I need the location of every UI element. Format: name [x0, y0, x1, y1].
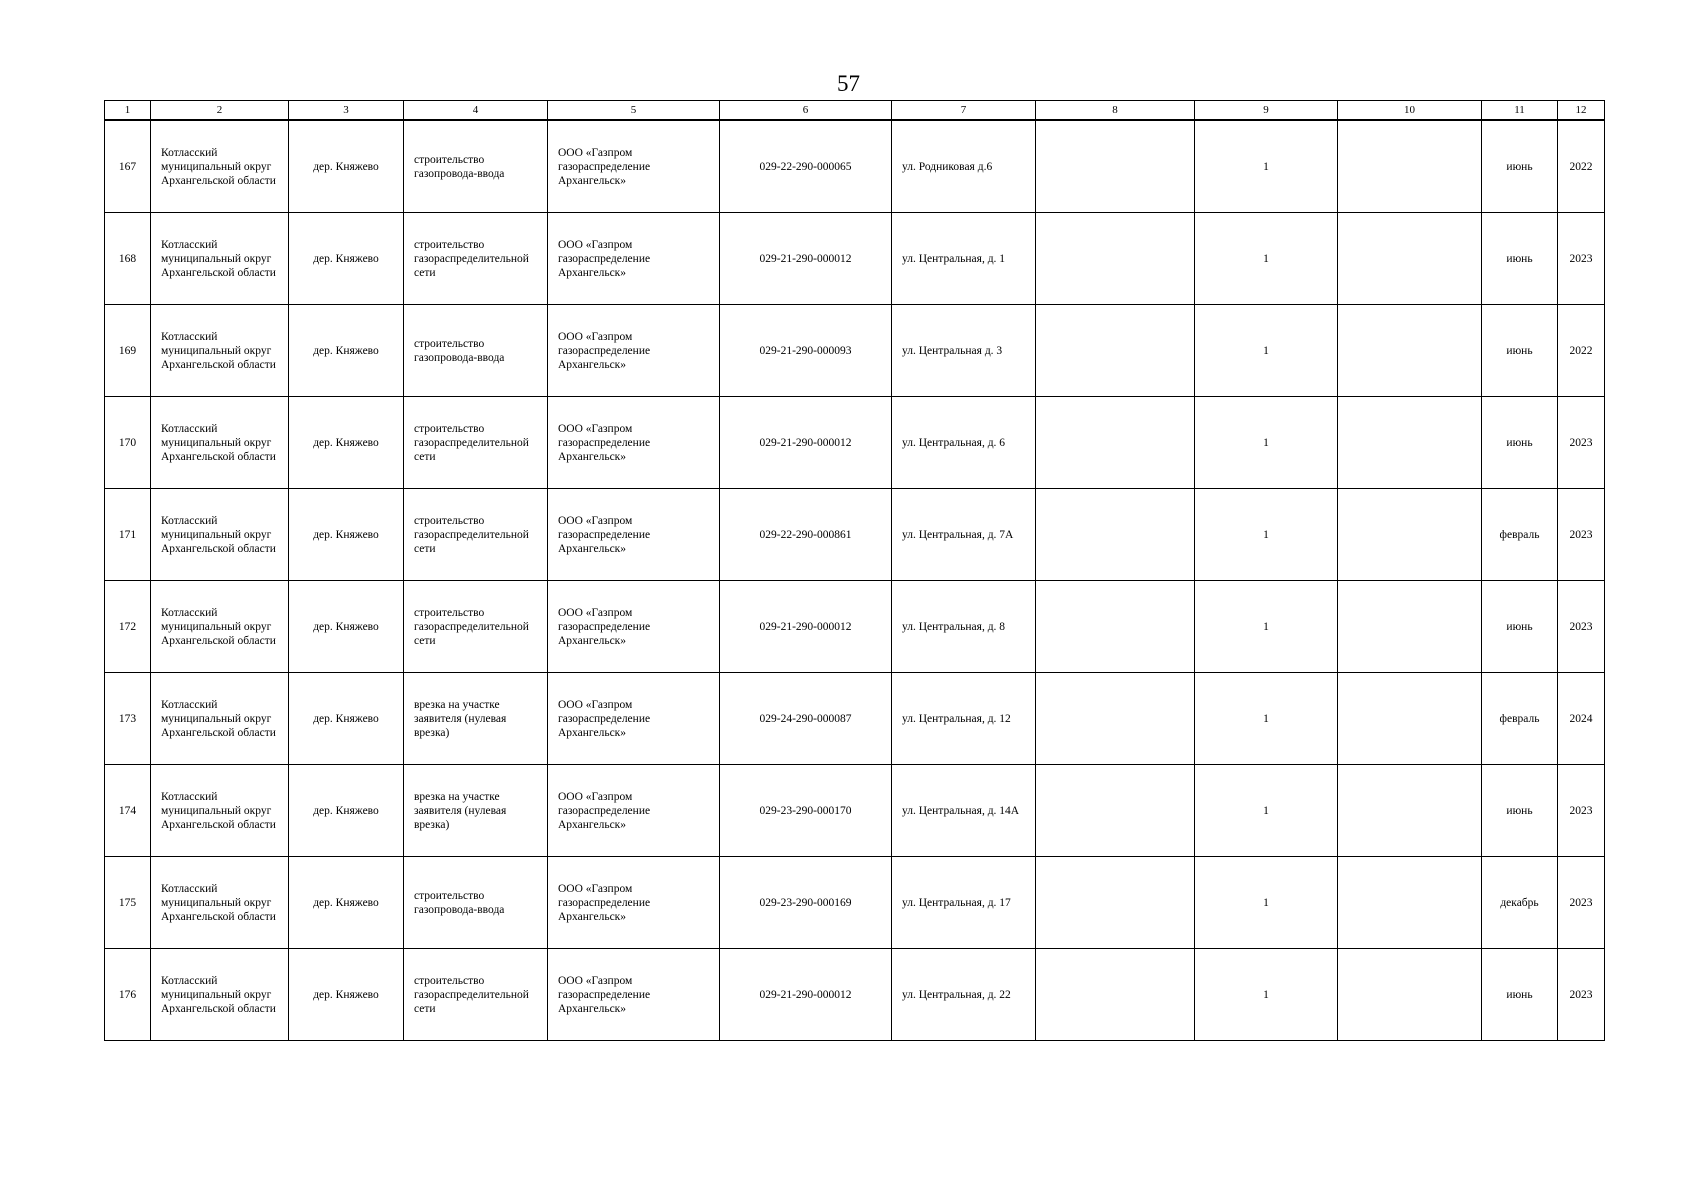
- cell-settlement: дер. Княжево: [289, 213, 404, 305]
- cell-address: ул. Центральная, д. 12: [892, 673, 1036, 765]
- table-row: [105, 857, 1605, 949]
- cell-organization: ООО «Газпром газораспределение Архангельск»: [548, 397, 720, 489]
- cell-row-number: 167: [105, 120, 151, 213]
- cell-count: 1: [1195, 949, 1338, 1041]
- cell-address: ул. Центральная, д. 14А: [892, 765, 1036, 857]
- cell-municipality: Котласский муниципальный округ Архангельской области: [151, 581, 289, 673]
- cell-month: февраль: [1482, 489, 1558, 581]
- table-row: [105, 765, 1605, 857]
- cell-municipality: Котласский муниципальный округ Архангельской области: [151, 489, 289, 581]
- cell-col-8: [1036, 213, 1195, 305]
- cell-year: 2023: [1558, 765, 1605, 857]
- cell-row-number: 175: [105, 857, 151, 949]
- cell-col-8: [1036, 397, 1195, 489]
- cell-organization: ООО «Газпром газораспределение Архангельск»: [548, 489, 720, 581]
- cell-col-8: [1036, 857, 1195, 949]
- cell-work-type: строительство газораспределительной сети: [404, 397, 548, 489]
- cell-month: декабрь: [1482, 857, 1558, 949]
- cell-year: 2022: [1558, 305, 1605, 397]
- cell-settlement: дер. Княжево: [289, 857, 404, 949]
- cell-year: 2023: [1558, 857, 1605, 949]
- page-number: 57: [837, 71, 860, 96]
- cell-row-number: 168: [105, 213, 151, 305]
- table-row: [105, 673, 1605, 765]
- cell-col-10: [1338, 305, 1482, 397]
- cell-col-10: [1338, 857, 1482, 949]
- cell-month: июнь: [1482, 213, 1558, 305]
- table-row: [105, 581, 1605, 673]
- column-header-1: 1: [105, 101, 151, 121]
- cell-work-type: врезка на участке заявителя (нулевая врезка): [404, 673, 548, 765]
- cell-month: февраль: [1482, 673, 1558, 765]
- cell-municipality: Котласский муниципальный округ Архангельской области: [151, 305, 289, 397]
- cell-organization: ООО «Газпром газораспределение Архангельск»: [548, 673, 720, 765]
- column-header-3: 3: [289, 101, 404, 121]
- column-header-8: 8: [1036, 101, 1195, 121]
- cell-address: ул. Центральная, д. 6: [892, 397, 1036, 489]
- column-header-6: 6: [720, 101, 892, 121]
- cell-work-type: строительство газораспределительной сети: [404, 213, 548, 305]
- cell-col-10: [1338, 581, 1482, 673]
- table-row: [105, 213, 1605, 305]
- cell-settlement: дер. Княжево: [289, 489, 404, 581]
- cell-organization: ООО «Газпром газораспределение Архангельск»: [548, 949, 720, 1041]
- cell-registry-number: 029-21-290-000012: [720, 213, 892, 305]
- column-header-11: 11: [1482, 101, 1558, 121]
- cell-work-type: строительство газопровода-ввода: [404, 120, 548, 213]
- cell-col-10: [1338, 397, 1482, 489]
- cell-year: 2023: [1558, 397, 1605, 489]
- cell-count: 1: [1195, 765, 1338, 857]
- column-header-7: 7: [892, 101, 1036, 121]
- cell-address: ул. Центральная, д. 1: [892, 213, 1036, 305]
- cell-work-type: строительство газораспределительной сети: [404, 581, 548, 673]
- cell-address: ул. Родниковая д.6: [892, 120, 1036, 213]
- cell-registry-number: 029-23-290-000169: [720, 857, 892, 949]
- cell-col-10: [1338, 120, 1482, 213]
- cell-count: 1: [1195, 673, 1338, 765]
- cell-year: 2023: [1558, 581, 1605, 673]
- cell-row-number: 170: [105, 397, 151, 489]
- cell-address: ул. Центральная д. 3: [892, 305, 1036, 397]
- cell-settlement: дер. Княжево: [289, 673, 404, 765]
- cell-col-8: [1036, 489, 1195, 581]
- cell-row-number: 171: [105, 489, 151, 581]
- cell-organization: ООО «Газпром газораспределение Архангельск»: [548, 857, 720, 949]
- cell-settlement: дер. Княжево: [289, 949, 404, 1041]
- cell-address: ул. Центральная, д. 17: [892, 857, 1036, 949]
- cell-municipality: Котласский муниципальный округ Архангельской области: [151, 949, 289, 1041]
- table-row: [105, 305, 1605, 397]
- cell-month: июнь: [1482, 305, 1558, 397]
- cell-settlement: дер. Княжево: [289, 765, 404, 857]
- cell-col-10: [1338, 949, 1482, 1041]
- cell-registry-number: 029-21-290-000093: [720, 305, 892, 397]
- cell-row-number: 174: [105, 765, 151, 857]
- column-header-9: 9: [1195, 101, 1338, 121]
- cell-settlement: дер. Княжево: [289, 120, 404, 213]
- cell-col-10: [1338, 213, 1482, 305]
- cell-address: ул. Центральная, д. 22: [892, 949, 1036, 1041]
- cell-year: 2022: [1558, 120, 1605, 213]
- cell-organization: ООО «Газпром газораспределение Архангельск»: [548, 581, 720, 673]
- cell-municipality: Котласский муниципальный округ Архангельской области: [151, 120, 289, 213]
- cell-registry-number: 029-24-290-000087: [720, 673, 892, 765]
- cell-month: июнь: [1482, 120, 1558, 213]
- table-row: [105, 489, 1605, 581]
- cell-registry-number: 029-21-290-000012: [720, 949, 892, 1041]
- cell-settlement: дер. Княжево: [289, 397, 404, 489]
- cell-address: ул. Центральная, д. 7А: [892, 489, 1036, 581]
- column-header-4: 4: [404, 101, 548, 121]
- cell-count: 1: [1195, 305, 1338, 397]
- cell-work-type: строительство газораспределительной сети: [404, 949, 548, 1041]
- cell-month: июнь: [1482, 765, 1558, 857]
- cell-municipality: Котласский муниципальный округ Архангельской области: [151, 397, 289, 489]
- cell-organization: ООО «Газпром газораспределение Архангельск»: [548, 765, 720, 857]
- cell-col-10: [1338, 765, 1482, 857]
- cell-month: июнь: [1482, 949, 1558, 1041]
- cell-municipality: Котласский муниципальный округ Архангельской области: [151, 765, 289, 857]
- cell-count: 1: [1195, 581, 1338, 673]
- cell-work-type: строительство газопровода-ввода: [404, 857, 548, 949]
- column-header-10: 10: [1338, 101, 1482, 121]
- cell-year: 2023: [1558, 213, 1605, 305]
- cell-month: июнь: [1482, 581, 1558, 673]
- column-header-2: 2: [151, 101, 289, 121]
- cell-municipality: Котласский муниципальный округ Архангельской области: [151, 673, 289, 765]
- column-header-5: 5: [548, 101, 720, 121]
- table-row: [105, 397, 1605, 489]
- cell-count: 1: [1195, 489, 1338, 581]
- cell-settlement: дер. Княжево: [289, 305, 404, 397]
- cell-month: июнь: [1482, 397, 1558, 489]
- cell-year: 2023: [1558, 949, 1605, 1041]
- cell-count: 1: [1195, 857, 1338, 949]
- cell-work-type: строительство газопровода-ввода: [404, 305, 548, 397]
- cell-count: 1: [1195, 397, 1338, 489]
- cell-col-10: [1338, 489, 1482, 581]
- cell-col-10: [1338, 673, 1482, 765]
- cell-registry-number: 029-22-290-000861: [720, 489, 892, 581]
- cell-row-number: 176: [105, 949, 151, 1041]
- cell-row-number: 173: [105, 673, 151, 765]
- cell-municipality: Котласский муниципальный округ Архангельской области: [151, 213, 289, 305]
- cell-work-type: врезка на участке заявителя (нулевая врезка): [404, 765, 548, 857]
- table-row: [105, 949, 1605, 1041]
- cell-year: 2023: [1558, 489, 1605, 581]
- cell-address: ул. Центральная, д. 8: [892, 581, 1036, 673]
- column-header-12: 12: [1558, 101, 1605, 121]
- cell-count: 1: [1195, 213, 1338, 305]
- cell-organization: ООО «Газпром газораспределение Архангельск»: [548, 213, 720, 305]
- cell-col-8: [1036, 765, 1195, 857]
- cell-registry-number: 029-23-290-000170: [720, 765, 892, 857]
- cell-year: 2024: [1558, 673, 1605, 765]
- cell-registry-number: 029-21-290-000012: [720, 581, 892, 673]
- cell-col-8: [1036, 949, 1195, 1041]
- column-number-row: [105, 101, 1605, 121]
- cell-settlement: дер. Княжево: [289, 581, 404, 673]
- cell-count: 1: [1195, 120, 1338, 213]
- cell-col-8: [1036, 120, 1195, 213]
- cell-organization: ООО «Газпром газораспределение Архангельск»: [548, 120, 720, 213]
- register-table: [104, 100, 1605, 1041]
- cell-work-type: строительство газораспределительной сети: [404, 489, 548, 581]
- cell-municipality: Котласский муниципальный округ Архангельской области: [151, 857, 289, 949]
- cell-organization: ООО «Газпром газораспределение Архангельск»: [548, 305, 720, 397]
- cell-col-8: [1036, 581, 1195, 673]
- table-row: [105, 120, 1605, 213]
- cell-registry-number: 029-21-290-000012: [720, 397, 892, 489]
- table-body: [105, 120, 1605, 1041]
- cell-registry-number: 029-22-290-000065: [720, 120, 892, 213]
- cell-col-8: [1036, 673, 1195, 765]
- cell-row-number: 172: [105, 581, 151, 673]
- cell-row-number: 169: [105, 305, 151, 397]
- cell-col-8: [1036, 305, 1195, 397]
